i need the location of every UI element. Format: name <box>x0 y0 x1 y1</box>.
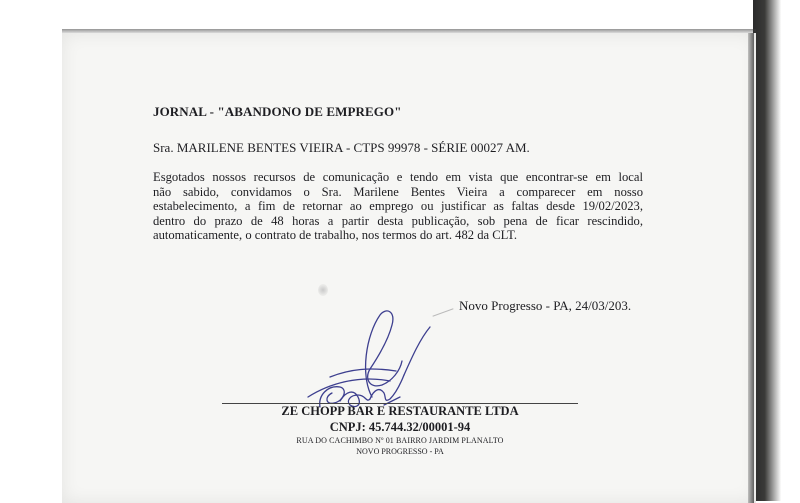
document-heading: JORNAL - "ABANDONO DE EMPREGO" <box>153 104 402 119</box>
background-left <box>0 0 62 501</box>
notice-body-line: automaticamente, o contrato de trabalho, nos termos do art. 482 da CLT. <box>153 228 518 242</box>
company-cnpj: CNPJ: 45.744.32/00001-94 <box>329 420 471 434</box>
paper-smudge <box>318 284 328 296</box>
handwritten-signature <box>300 305 450 415</box>
notice-body <box>153 170 643 243</box>
employee-line: Sra. MARILENE BENTES VIEIRA - CTPS 99978 - SÉRIE 00027 AM. <box>153 140 530 155</box>
company-name: ZE CHOPP BAR E RESTAURANTE LTDA <box>281 404 519 418</box>
place-date: Novo Progresso - PA, 24/03/203. <box>459 298 632 313</box>
notice-body-line: estabelecimento, a fim de retornar ao emprego ou justificar as faltas desde 19/02/2023, <box>153 199 643 213</box>
background-right-edge <box>753 0 800 501</box>
notice-body-line: não sabido, convidamos o Sra. Marilene Bentes Vieira a comparecer em nosso <box>153 184 643 199</box>
company-city: NOVO PROGRESSO - PA <box>356 447 444 456</box>
notice-body-line: Esgotados nossos recursos de comunicação e tendo em vista que encontrar-se em local <box>153 170 643 184</box>
notice-body-line: dentro do prazo de 48 horas a partir desta publicação, sob pena de ficar rescindido, <box>153 213 643 228</box>
company-address: RUA DO CACHIMBO Nº 01 BAIRRO JARDIM PLANALTO <box>296 436 504 445</box>
paper-right-edge <box>748 33 754 503</box>
